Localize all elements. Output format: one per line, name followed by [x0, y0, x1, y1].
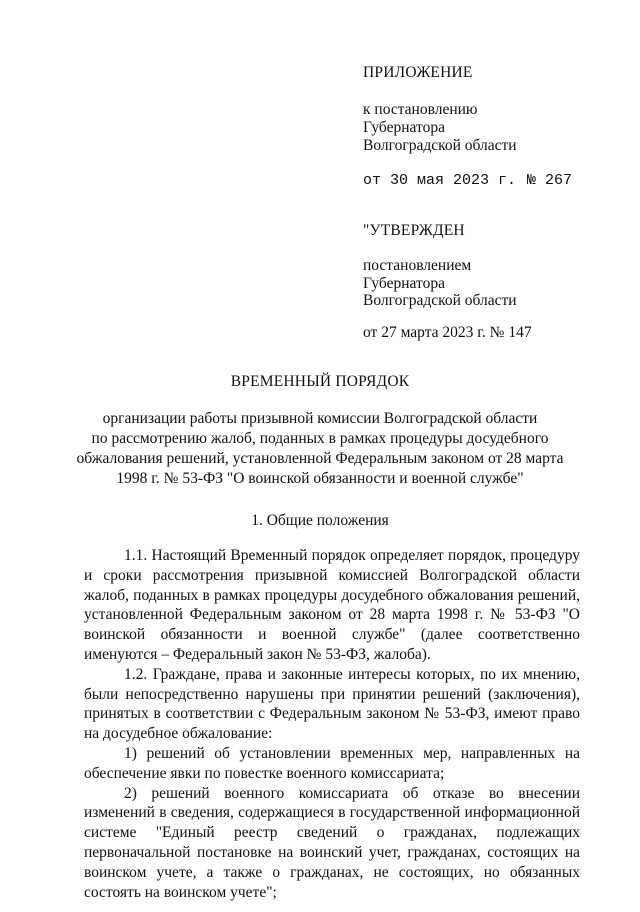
- paragraph-item-1: 1) решений об установлении временных мер, направленных на обеспечение явки по повестке военного комиссариата;: [84, 744, 580, 782]
- subtitle-line: организации работы призывной комиссии Волгоградской области: [102, 410, 538, 427]
- approved-date-line: от 27 марта 2023 г. № 147: [363, 324, 532, 341]
- appendix-number-line: [527, 172, 572, 189]
- appendix-number-sign: №: [527, 172, 537, 189]
- appendix-line-3: Волгоградской области: [363, 137, 517, 154]
- paragraph-item-2: 2) решений военного комиссариата об отказе во внесении изменений в сведения, содержащиеся в государственной информационной системе "Единый реестр сведений о гражданах, подлежащих первоначальной постановке на воинский учет, гражданах, состоящих на воинском учете, а также о гражданах, не состоящих, но обязанных состоять на воинском учете";: [84, 784, 580, 901]
- appendix-line-1: к постановлению: [363, 101, 478, 118]
- section-heading: 1. Общие положения: [251, 512, 389, 529]
- section-body: [84, 546, 580, 902]
- paragraph-1-1: 1.1. Настоящий Временный порядок определяет порядок, процедуру и сроки рассмотрения призывной комиссией Волгоградской области жалоб, поданных в рамках процедуры досудебного обжалования решений, установленной Федеральным законом от 28 марта 1998 г. № 53-ФЗ "О воинской обязанности и военной службе" (далее соответственно именуются – Федеральный закон № 53-ФЗ, жалоба).: [84, 547, 580, 663]
- appendix-date: 30 мая 2023 г.: [390, 172, 517, 189]
- subtitle-line: по рассмотрению жалоб, поданных в рамках процедуры досудебного: [91, 430, 549, 447]
- appendix-heading: ПРИЛОЖЕНИЕ: [363, 64, 473, 81]
- appendix-date-prefix: от: [363, 172, 382, 189]
- approved-line-2: Губернатора: [363, 275, 445, 292]
- approved-line-1: постановлением: [363, 257, 472, 274]
- document-title: ВРЕМЕННЫЙ ПОРЯДОК: [230, 373, 410, 390]
- appendix-number: 267: [545, 172, 573, 189]
- paragraph-1-2: 1.2. Граждане, права и законные интересы которых, по их мнению, были непосредственно нарушены при принятии решений (заключения), принятых в соответствии с Федеральным законом № 53-ФЗ, имеют право на досудебное обжалование:: [84, 665, 580, 743]
- appendix-line-2: Губернатора: [363, 119, 445, 136]
- subtitle-line: 1998 г. № 53-ФЗ "О воинской обязанности и военной службе": [116, 470, 524, 487]
- approved-line-3: Волгоградской области: [363, 292, 517, 309]
- subtitle-line: обжалования решений, установленной Федеральным законом от 28 марта: [76, 450, 564, 467]
- document-subtitle: [60, 409, 580, 489]
- approved-heading: "УТВЕРЖДЕН: [363, 222, 465, 239]
- appendix-date-line: [363, 172, 516, 189]
